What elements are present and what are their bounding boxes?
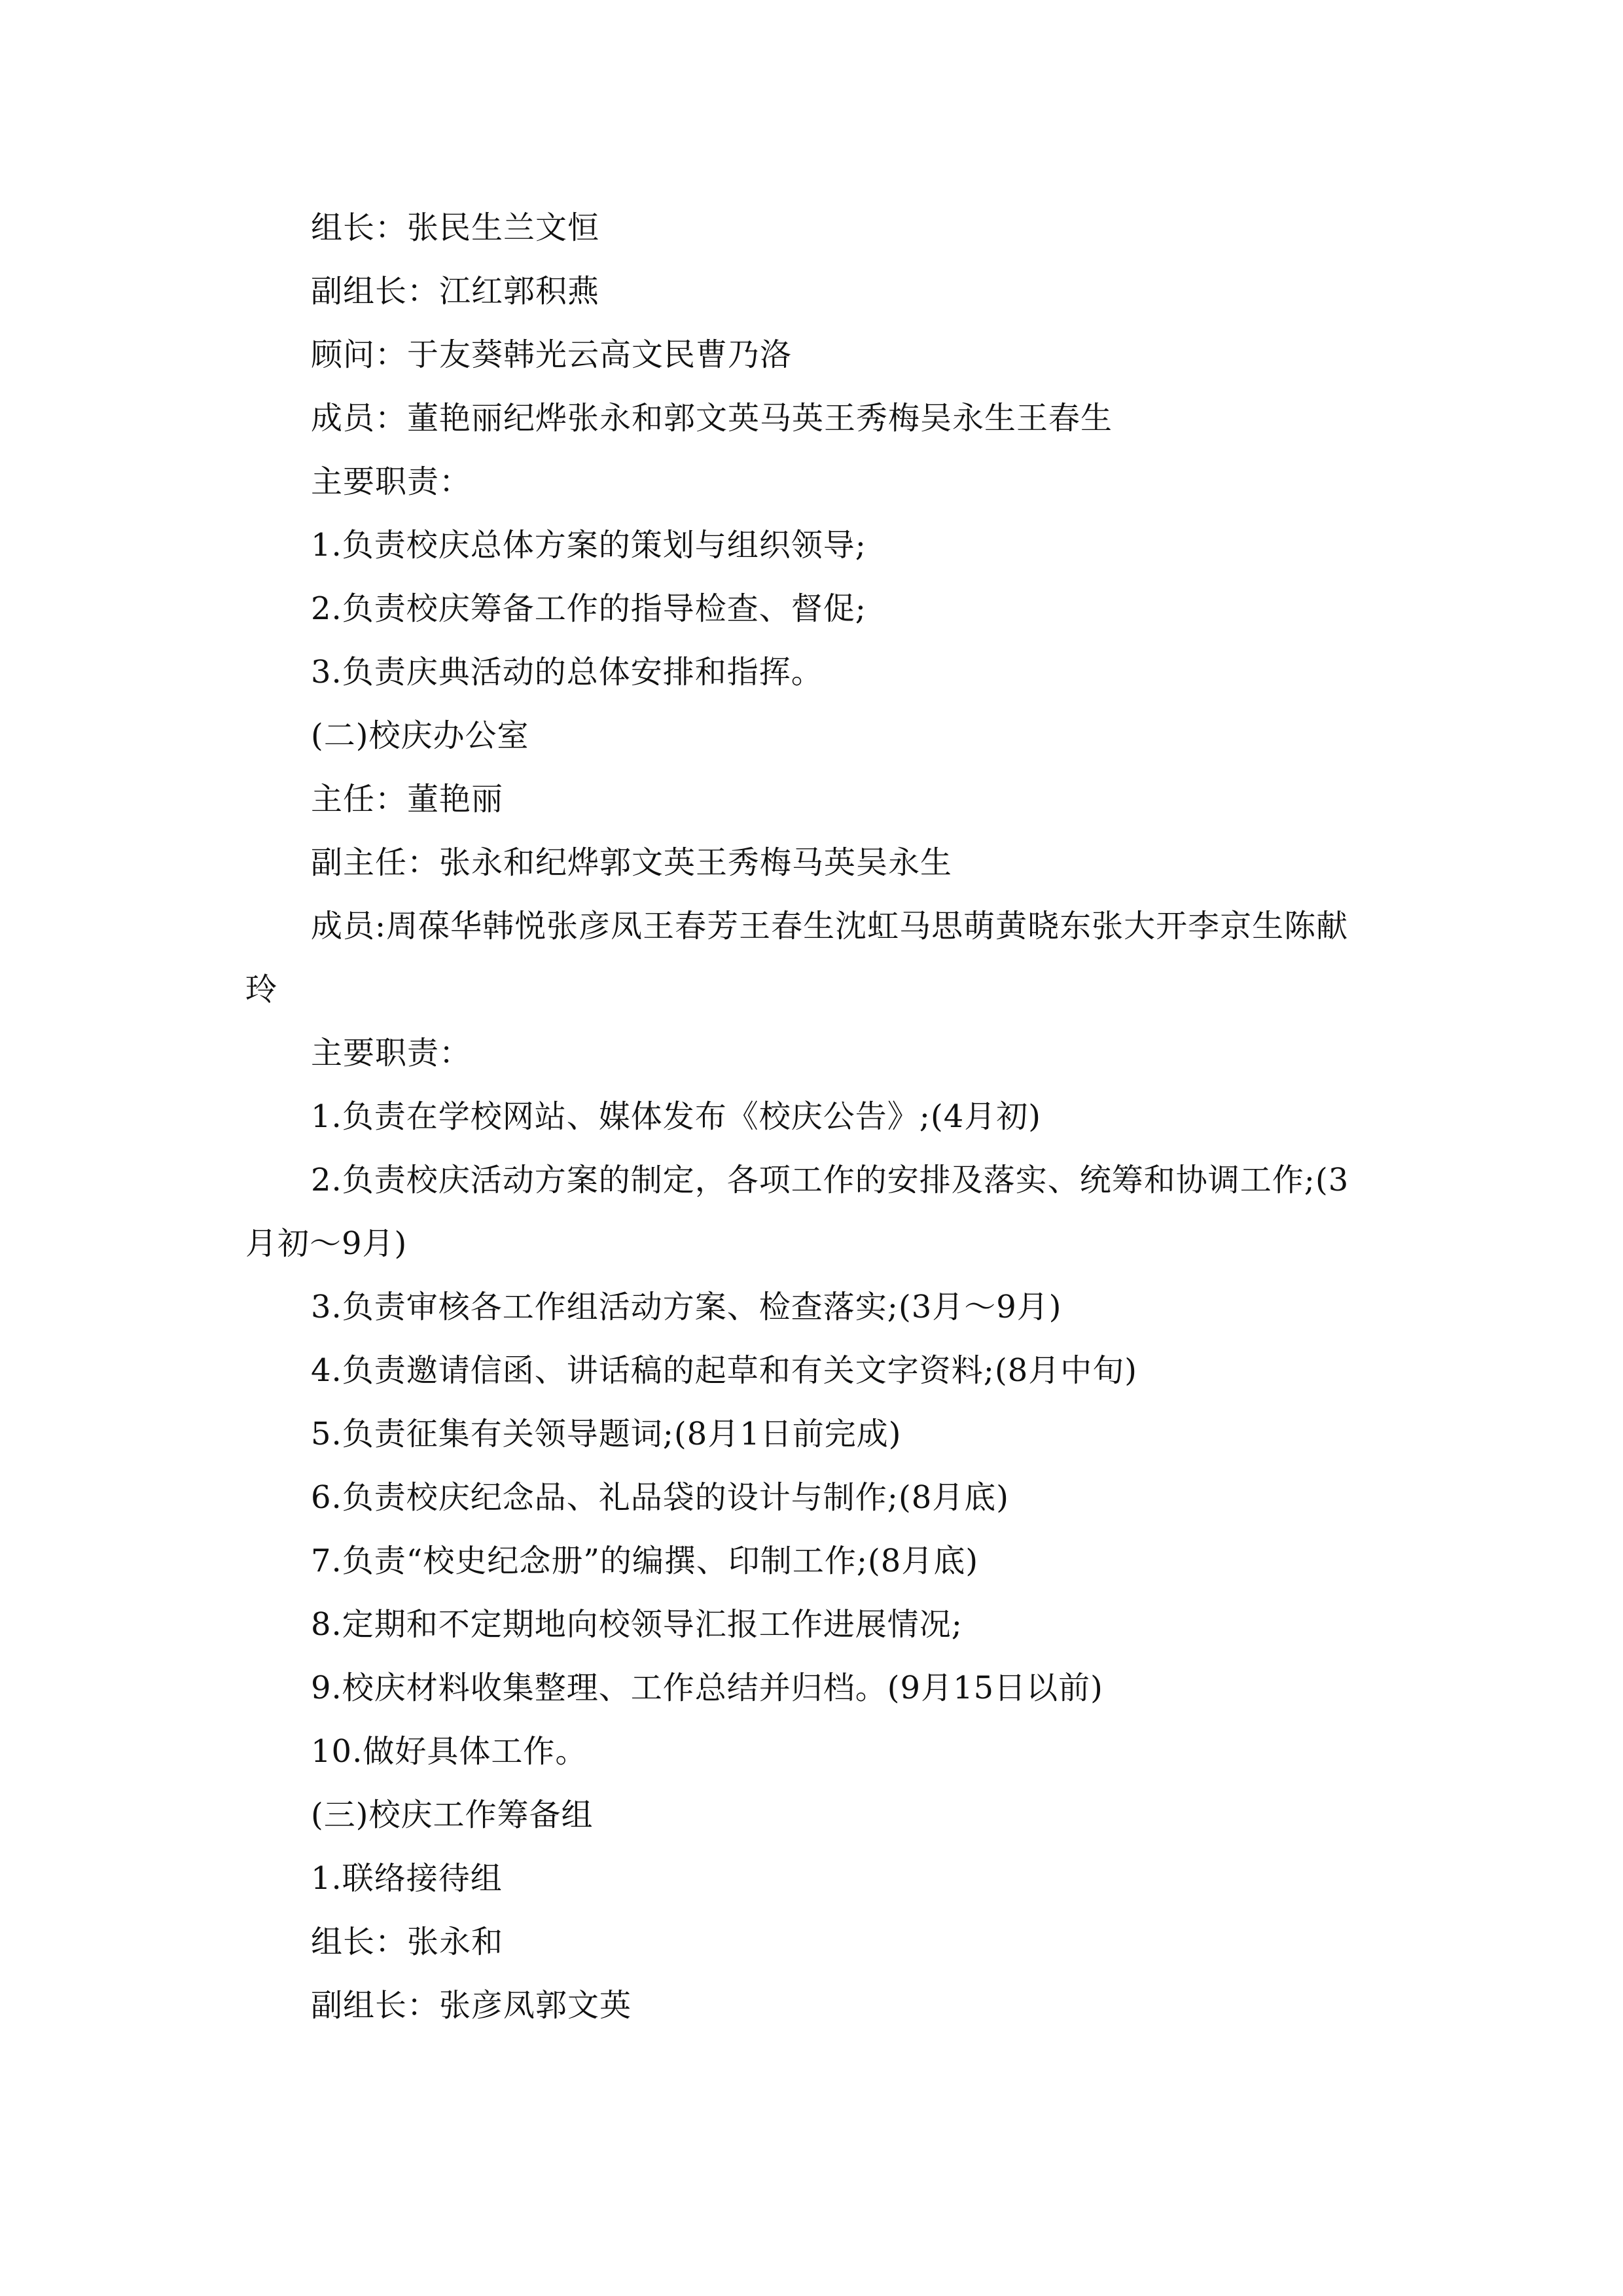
director-line: 主任：董艳丽 [311, 781, 504, 817]
duty-item: 3.负责庆典活动的总体安排和指挥。 [311, 654, 823, 691]
duties-heading: 主要职责： [311, 1035, 472, 1071]
deputy-director-line: 副主任：张永和纪烨郭文英王秀梅马英吴永生 [311, 844, 953, 881]
deputy-leader-line: 副组长：张彦凤郭文英 [311, 1987, 632, 2024]
duty-item: 2.负责校庆活动方案的制定，各项工作的安排及落实、统筹和协调工作;(3月初～9月) [245, 1162, 1349, 1262]
section-heading: (三)校庆工作筹备组 [311, 1797, 594, 1833]
duty-item: 10.做好具体工作。 [311, 1733, 588, 1770]
duties-heading: 主要职责： [311, 463, 472, 500]
section-heading: (二)校庆办公室 [311, 717, 529, 754]
duty-item: 5.负责征集有关领导题词;(8月1日前完成) [311, 1416, 902, 1452]
document-body [245, 196, 1378, 2037]
deputy-leader-line: 副组长：江红郭积燕 [311, 273, 600, 310]
members-line: 成员：董艳丽纪烨张永和郭文英马英王秀梅吴永生王春生 [311, 400, 1113, 437]
duty-item: 1.负责校庆总体方案的策划与组织领导; [311, 527, 866, 564]
leader-line: 组长：张永和 [311, 1924, 504, 1960]
subsection-heading: 1.联络接待组 [311, 1860, 503, 1897]
advisor-line: 顾问：于友葵韩光云高文民曹乃洛 [311, 336, 793, 373]
duty-item: 3.负责审核各工作组活动方案、检查落实;(3月～9月) [311, 1289, 1062, 1325]
duty-item: 9.校庆材料收集整理、工作总结并归档。(9月15日以前) [311, 1670, 1103, 1706]
duty-item: 2.负责校庆筹备工作的指导检查、督促; [311, 590, 866, 627]
duty-item: 4.负责邀请信函、讲话稿的起草和有关文字资料;(8月中旬) [311, 1352, 1137, 1389]
leader-line: 组长：张民生兰文恒 [311, 209, 600, 246]
duty-item: 6.负责校庆纪念品、礼品袋的设计与制作;(8月底) [311, 1479, 1009, 1516]
duty-item: 7.负责“校史纪念册”的编撰、印制工作;(8月底) [311, 1543, 979, 1579]
duty-item: 1.负责在学校网站、媒体发布《校庆公告》;(4月初) [311, 1098, 1041, 1135]
duty-item: 8.定期和不定期地向校领导汇报工作进展情况; [311, 1606, 963, 1643]
members-line: 成员:周葆华韩悦张彦凤王春芳王春生沈虹马思萌黄晓东张大开李京生陈献玲 [245, 908, 1349, 1008]
